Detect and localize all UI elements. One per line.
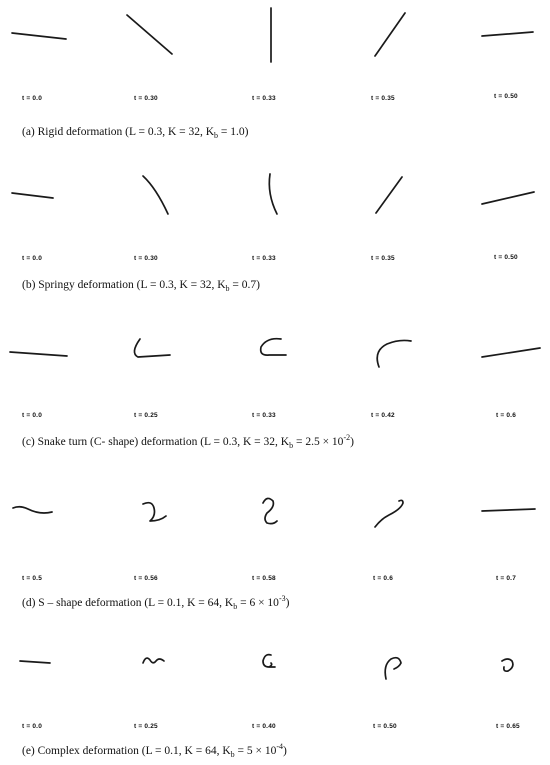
- caption-superscript: -2: [343, 433, 351, 442]
- rod-shape: [12, 193, 53, 198]
- caption-subscript: b: [230, 750, 235, 760]
- caption-text: ): [283, 744, 287, 757]
- rod-shape: [269, 174, 277, 214]
- caption-c: [22, 433, 354, 450]
- rod-shape: [12, 33, 66, 39]
- caption-text: (b) Springy deformation (L = 0.3, K = 32, K: [22, 278, 226, 291]
- time-label: t = 0.56: [134, 575, 158, 582]
- caption-text: = 5 × 10: [234, 744, 277, 757]
- time-label: t = 0.6: [373, 575, 394, 582]
- frame-d-1: [0, 475, 90, 582]
- rod-shape: [10, 352, 67, 356]
- frame-b-2: [110, 160, 200, 262]
- caption-text: ): [350, 435, 354, 448]
- caption-text: = 6 × 10: [237, 596, 279, 609]
- caption-superscript: -3: [278, 594, 286, 603]
- time-label: t = 0.50: [494, 93, 518, 100]
- rod-shape: [13, 507, 52, 513]
- time-label: t = 0.6: [496, 412, 517, 419]
- time-label: t = 0.42: [371, 412, 395, 419]
- time-label: t = 0.35: [371, 255, 395, 262]
- time-label: t = 0.50: [494, 254, 518, 261]
- caption-subscript: b: [214, 131, 219, 141]
- caption-text: (d) S – shape deformation (L = 0.1, K = 64, K: [22, 596, 234, 609]
- time-label: t = 0.40: [252, 723, 276, 730]
- time-label: t = 0.0: [22, 255, 43, 262]
- rod-shape: [20, 661, 50, 663]
- time-label: t = 0.33: [252, 412, 276, 419]
- panel-d: [0, 475, 550, 615]
- rod-shape: [134, 339, 170, 357]
- rod-shape: [375, 13, 405, 56]
- frame-a-5: [460, 0, 550, 100]
- rod-shape: [502, 659, 513, 671]
- frame-a-3: [225, 0, 315, 102]
- frame-d-4: [345, 475, 435, 582]
- frame-c-4: [345, 315, 435, 419]
- rod-shape: [385, 658, 401, 679]
- caption-superscript: -4: [276, 742, 284, 751]
- time-label: t = 0.25: [134, 723, 158, 730]
- rod-shape: [482, 192, 534, 204]
- time-label: t = 0.0: [22, 723, 43, 730]
- frame-e-5: [460, 625, 550, 730]
- panel-c: [0, 315, 550, 465]
- caption-subscript: b: [289, 441, 294, 451]
- frame-a-1: [0, 0, 90, 102]
- rod-shape: [127, 15, 172, 54]
- frame-c-3: [225, 315, 315, 419]
- caption-text: = 2.5 × 10: [293, 435, 344, 448]
- time-label: t = 0.0: [22, 95, 43, 102]
- frame-c-5: [460, 315, 550, 419]
- rod-shape: [143, 176, 168, 214]
- frame-b-5: [460, 160, 550, 261]
- frame-a-2: [110, 0, 200, 102]
- rod-shape: [263, 655, 275, 667]
- rod-shape: [261, 339, 286, 355]
- frame-e-3: [225, 625, 315, 730]
- caption-text: = 1.0): [218, 125, 249, 138]
- time-label: t = 0.35: [371, 95, 395, 102]
- caption-subscript: b: [225, 284, 230, 294]
- frame-b-4: [345, 160, 435, 262]
- frame-e-4: [345, 625, 435, 730]
- caption-a: [22, 123, 249, 140]
- rod-shape: [143, 503, 166, 521]
- rod-shape: [375, 500, 403, 527]
- frame-e-2: [110, 625, 200, 730]
- frame-b-3: [225, 160, 315, 262]
- caption-b: [22, 276, 260, 293]
- time-label: t = 0.33: [252, 95, 276, 102]
- time-label: t = 0.7: [496, 575, 517, 582]
- caption-text: (c) Snake turn (C- shape) deformation (L = 0.3, K = 32, K: [22, 435, 290, 448]
- rod-shape: [263, 498, 277, 523]
- frame-d-3: [225, 475, 315, 582]
- time-label: t = 0.50: [373, 723, 397, 730]
- time-label: t = 0.58: [252, 575, 276, 582]
- rod-shape: [377, 340, 411, 367]
- frame-b-1: [0, 160, 90, 262]
- time-label: t = 0.30: [134, 95, 158, 102]
- frame-d-5: [460, 475, 550, 582]
- frame-c-1: [0, 315, 90, 419]
- time-label: t = 0.30: [134, 255, 158, 262]
- rod-shape: [482, 32, 533, 36]
- frame-c-2: [110, 315, 200, 419]
- caption-e: [22, 742, 287, 759]
- time-label: t = 0.5: [22, 575, 43, 582]
- panel-a: [0, 0, 550, 150]
- time-label: t = 0.65: [496, 723, 520, 730]
- time-label: t = 0.25: [134, 412, 158, 419]
- frame-d-2: [110, 475, 200, 582]
- caption-d: [22, 594, 289, 611]
- caption-subscript: b: [233, 602, 238, 612]
- frame-a-4: [345, 0, 435, 102]
- rod-shape: [482, 509, 535, 511]
- rod-shape: [143, 658, 164, 663]
- frame-e-1: [0, 625, 90, 730]
- caption-text: = 0.7): [229, 278, 260, 291]
- panel-b: [0, 160, 550, 305]
- time-label: t = 0.0: [22, 412, 43, 419]
- panel-e: [0, 625, 550, 765]
- rod-shape: [482, 348, 540, 357]
- caption-text: (a) Rigid deformation (L = 0.3, K = 32, K: [22, 125, 215, 138]
- rod-shape: [376, 177, 402, 213]
- caption-text: (e) Complex deformation (L = 0.1, K = 64, K: [22, 744, 231, 757]
- caption-text: ): [285, 596, 290, 609]
- time-label: t = 0.33: [252, 255, 276, 262]
